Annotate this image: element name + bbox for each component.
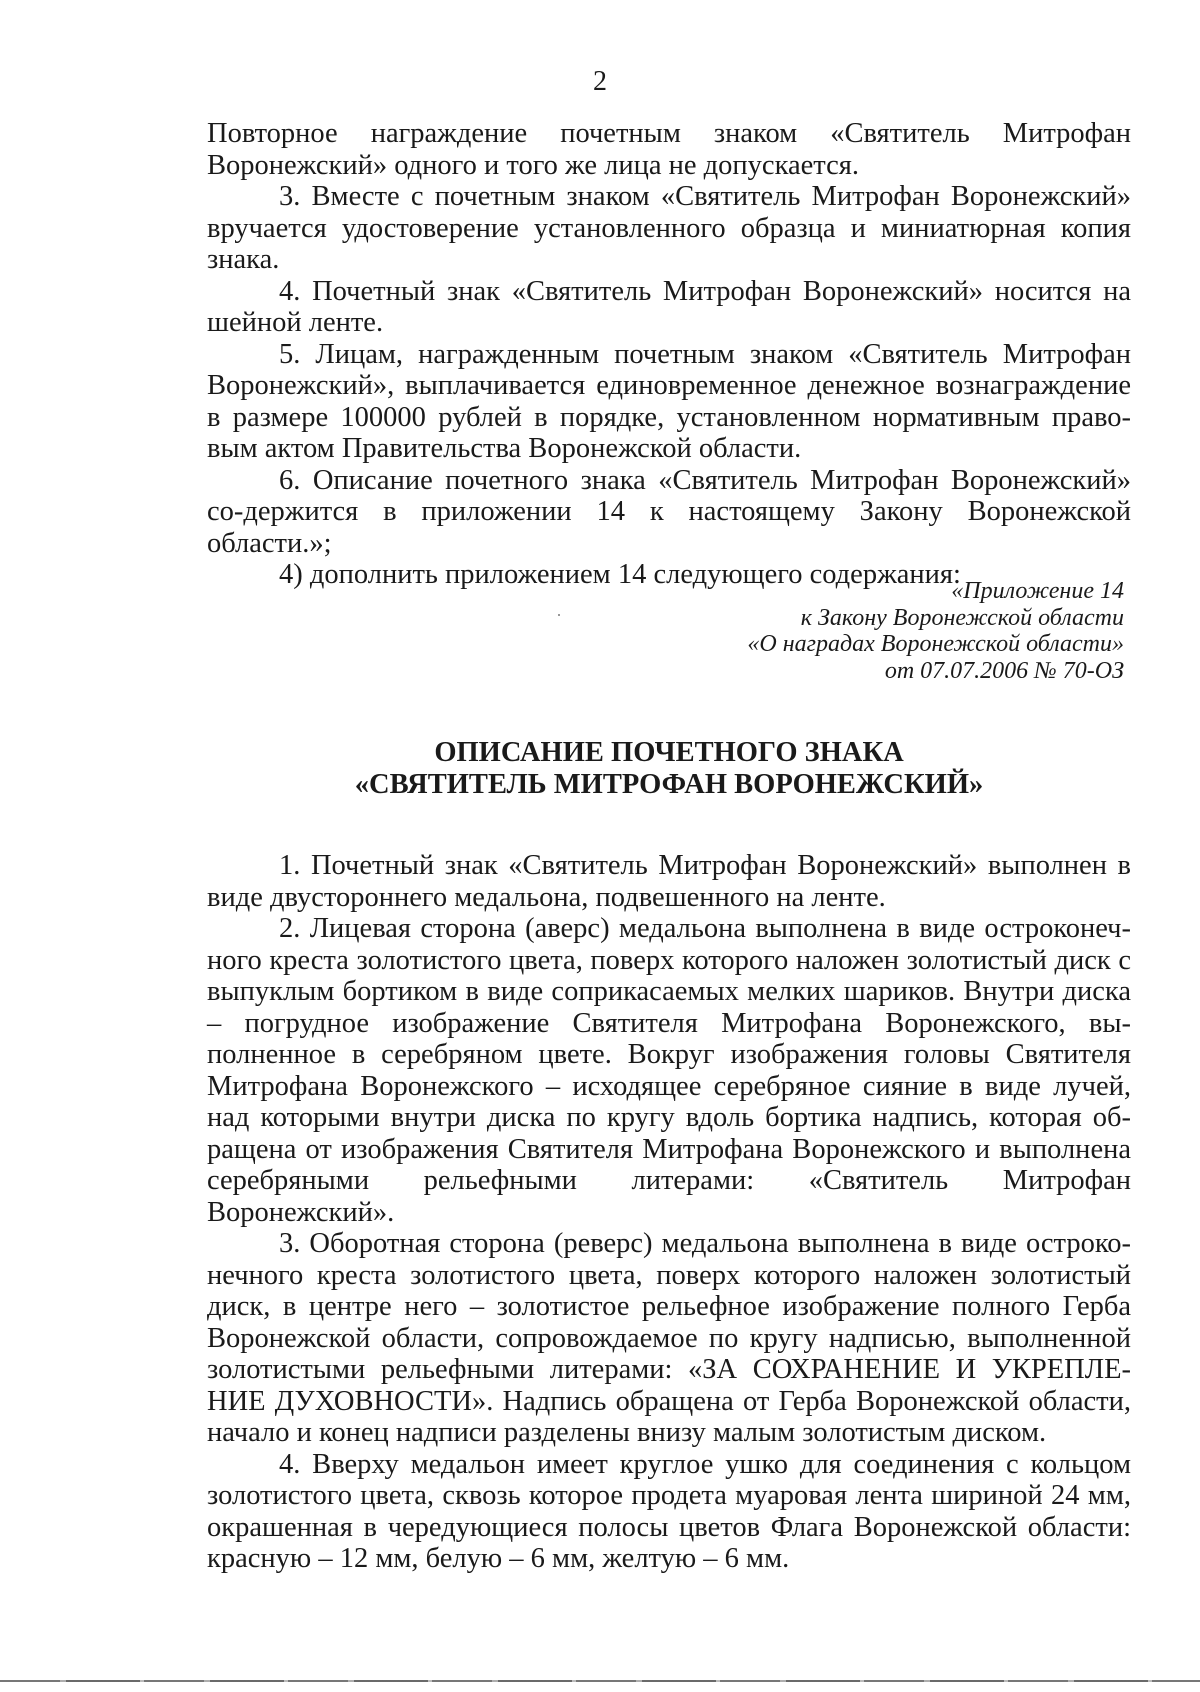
badge-description-text xyxy=(207,850,1131,1575)
paragraph-item-3: 3. Вместе с почетным знаком «Святитель Митрофан Воронежский» вручается удостоверение установленного образца и миниатюрная копия знака. xyxy=(207,181,1131,275)
heading-line-1: ОПИСАНИЕ ПОЧЕТНОГО ЗНАКА xyxy=(434,737,904,768)
section-heading xyxy=(207,737,1131,801)
appendix-line-2: к Закону Воронежской области xyxy=(800,604,1124,631)
scan-speck xyxy=(558,614,560,616)
scan-edge-line xyxy=(0,1680,1200,1682)
description-item-4: 4. Вверху медальон имеет круглое ушко для соединения с кольцом золотистого цвета, сквозь которое продета муаровая лента шириной 24 мм, окрашенная в чередующиеся полосы цветов Флага Воронежской области: красную – 12 мм, белую – 6 мм, желтую – 6 мм. xyxy=(207,1448,1131,1574)
appendix-reference xyxy=(524,578,1124,684)
appendix-line-1: «Приложение 14 xyxy=(951,578,1124,604)
description-item-1: 1. Почетный знак «Святитель Митрофан Воронежский» выполнен в виде двустороннего медальона, подвешенного на ленте. xyxy=(207,850,1131,913)
paragraph-repeat-award: Повторное награждение почетным знаком «Святитель Митрофан Воронежский» одного и того же лица не допускается. xyxy=(207,118,1131,181)
paragraph-item-5: 5. Лицам, награжденным почетным знаком «Святитель Митрофан Воронежский», выплачивается единовременное денежное вознаграждение в размере 100000 рублей в порядке, установленном нормативным право-вым актом Правительства Воронежской области. xyxy=(207,338,1131,464)
appendix-line-4: от 07.07.2006 № 70-ОЗ xyxy=(884,657,1124,684)
law-amendment-text xyxy=(207,118,1131,591)
heading-line-2: «СВЯТИТЕЛЬ МИТРОФАН ВОРОНЕЖСКИЙ» xyxy=(354,769,984,800)
paragraph-supplement: 4) дополнить приложением 14 следующего содержания: xyxy=(279,559,961,590)
description-item-2: 2. Лицевая сторона (аверс) медальона выполнена в виде остроконеч-ного креста золотистого цвета, поверх которого наложен золотистый диск с выпуклым бортиком в виде соприкасаемых мелких шариков. Внутри диска – погрудное изображение Святителя Митрофана Воронежского, вы-полненное в серебряном цвете. Вокруг изображения головы Святителя Митрофана Воронежского – исходящее серебряное сияние в виде лучей, над которыми внутри диска по кругу вдоль бортика надпись, которая об-ращена от изображения Святителя Митрофана Воронежского и выполнена серебряными рельефными литерами: «Святитель Митрофан Воронежский». xyxy=(207,913,1131,1228)
paragraph-item-4: 4. Почетный знак «Святитель Митрофан Воронежский» носится на шейной ленте. xyxy=(207,275,1131,338)
paragraph-item-6: 6. Описание почетного знака «Святитель Митрофан Воронежский» со-держится в приложении 14 к настоящему Закону Воронежской области.»; xyxy=(207,464,1131,559)
description-item-3: 3. Оборотная сторона (реверс) медальона выполнена в виде остроко-нечного креста золотистого цвета, поверх которого наложен золотистый диск, в центре него – золотистое рельефное изображение полного Герба Воронежской области, сопровождаемое по кругу надписью, выполненной золотистыми рельефными литерами: «ЗА СОХРАНЕНИЕ И УКРЕПЛЕ-НИЕ ДУХОВНОСТИ». Надпись обращена от Герба Воронежской области, начало и конец надписи разделены внизу малым золотистым диском. xyxy=(207,1228,1131,1448)
appendix-line-3: «О наградах Воронежской области» xyxy=(747,631,1124,657)
page-number: 2 xyxy=(593,66,607,97)
